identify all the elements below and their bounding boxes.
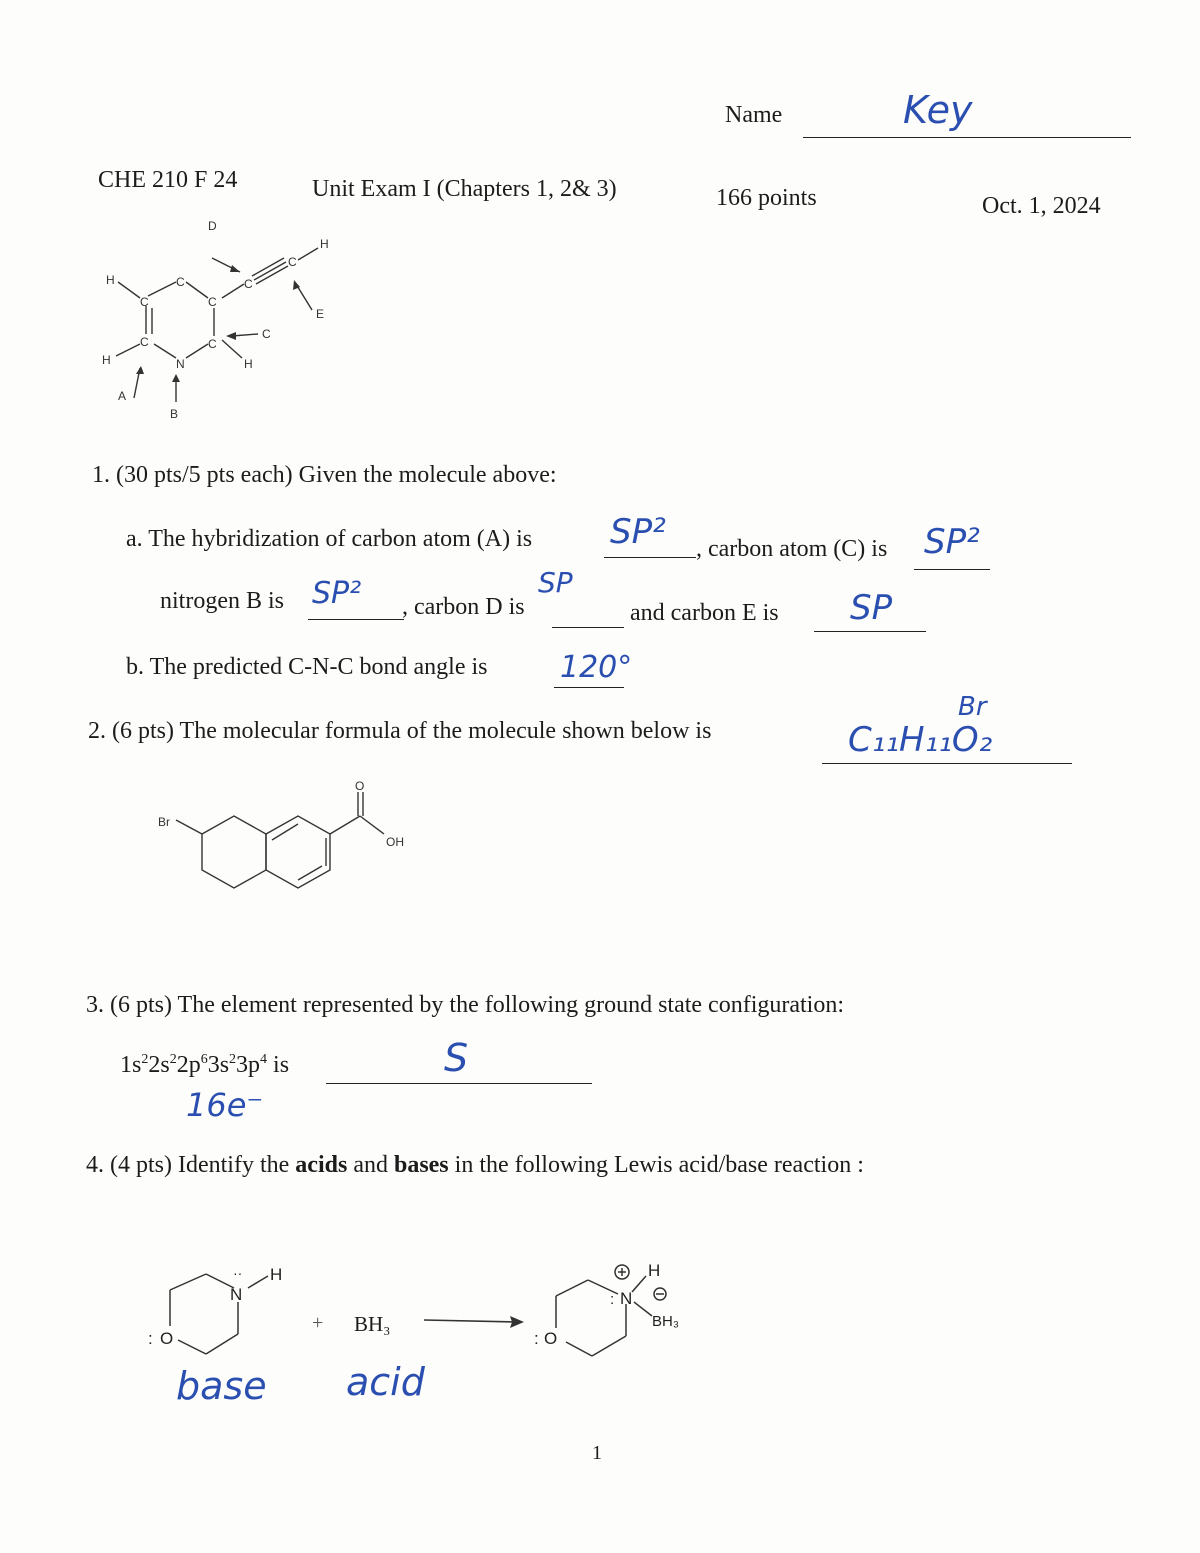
- q2-blank: [822, 762, 1072, 764]
- q1-d-prefix: , carbon D is: [402, 594, 525, 620]
- q4-reactant-n: N: [230, 1285, 243, 1304]
- q4-reactant-o-pair: :: [148, 1329, 153, 1348]
- q4-reactant-lone-pair: ··: [233, 1265, 243, 1281]
- q1-angle-blank: [554, 686, 624, 688]
- atom-c-4: C: [208, 337, 217, 351]
- label-d: D: [208, 219, 217, 233]
- q4-acids: acids: [295, 1152, 348, 1178]
- q1-a-prefix: a. The hybridization of carbon atom (A) is: [126, 526, 533, 552]
- q1-b-blank: [308, 618, 404, 620]
- q1-d-blank: [552, 626, 624, 628]
- q4-reactant-morpholine: [140, 1260, 300, 1370]
- q1-c-blank: [914, 568, 990, 570]
- molecule-1-structure: [0, 210, 360, 430]
- q1-angle-prefix: b. The predicted C-N-C bond angle is: [126, 654, 488, 680]
- atom-h-2: H: [102, 353, 111, 367]
- name-label: Name: [725, 102, 783, 128]
- name-answer: Key: [903, 88, 973, 132]
- atom-c-2: C: [176, 275, 185, 289]
- q4-product-o: O: [544, 1329, 558, 1348]
- course-code: CHE 210 F 24: [98, 167, 238, 193]
- q4-product-bh3: BH₃: [652, 1313, 679, 1330]
- q1-angle-answer: 120°: [560, 650, 633, 685]
- atom-n: N: [176, 357, 185, 371]
- label-b: B: [170, 407, 179, 421]
- atom-br: Br: [158, 815, 170, 829]
- label-a: A: [118, 389, 127, 403]
- q4-reagent: BH₃: [354, 1312, 391, 1336]
- q2-prompt: 2. (6 pts) The molecular formula of the molecule shown below is: [88, 718, 712, 744]
- q4-prompt: [86, 1152, 864, 1179]
- q3-blank: [326, 1082, 592, 1084]
- atom-c-7: C: [288, 255, 297, 269]
- q1-e-blank: [814, 630, 926, 632]
- atom-oh: OH: [386, 835, 404, 849]
- exam-points: 166 points: [716, 185, 817, 211]
- q4-plus: +: [312, 1312, 324, 1334]
- page-number: 1: [592, 1442, 602, 1464]
- q4-prompt-c: in the following Lewis acid/base reaction :: [448, 1152, 864, 1178]
- q4-prompt-a: 4. (4 pts) Identify the: [86, 1152, 296, 1178]
- q4-reaction-arrow: [424, 1312, 534, 1332]
- q1-prompt: 1. (30 pts/5 pts each) Given the molecule above:: [92, 462, 557, 488]
- q4-reactant-h: H: [270, 1265, 283, 1284]
- q1-a-blank: [604, 556, 696, 558]
- q3-note: 16e⁻: [186, 1086, 264, 1124]
- name-line: [803, 136, 1131, 138]
- atom-h-3: H: [244, 357, 253, 371]
- atom-c-5: C: [140, 335, 149, 349]
- q4-product-o-pair: :: [534, 1329, 539, 1348]
- atom-o: O: [355, 779, 365, 793]
- q4-product-n: N: [620, 1289, 633, 1308]
- q4-reactant-o: O: [160, 1329, 174, 1348]
- q4-base-answer: base: [176, 1364, 267, 1408]
- q3-config-suffix: is: [273, 1052, 290, 1078]
- q4-product-h: H: [648, 1261, 661, 1280]
- atom-c-3: C: [208, 295, 217, 309]
- q4-product-lone-pair: :: [610, 1291, 615, 1308]
- q3-config: $1s^22s^22p^63s^23p^4$ is: [120, 1052, 290, 1078]
- q4-acid-answer: acid: [346, 1360, 425, 1404]
- q2-answer: C₁₁H₁₁O₂: [848, 720, 993, 760]
- exam-date: Oct. 1, 2024: [982, 193, 1101, 219]
- q1-c-prefix: , carbon atom (C) is: [696, 536, 888, 562]
- q4-prompt-b: and: [347, 1152, 394, 1178]
- q4-product-adduct: [520, 1256, 720, 1366]
- atom-h-1: H: [106, 273, 115, 287]
- q3-answer: S: [444, 1036, 469, 1080]
- q4-bases: bases: [393, 1152, 449, 1178]
- atom-h-4: H: [320, 237, 329, 251]
- q1-e-prefix: and carbon E is: [630, 600, 779, 626]
- molecule-2-structure: [0, 770, 440, 910]
- q3-prompt: 3. (6 pts) The element represented by the following ground state configuration:: [86, 992, 845, 1018]
- q2-answer-note: Br: [958, 692, 987, 722]
- atom-c-6: C: [244, 277, 253, 291]
- exam-title: Unit Exam I (Chapters 1, 2& 3): [312, 176, 617, 202]
- q1-b-answer: SP²: [312, 576, 362, 611]
- label-c: C: [262, 327, 271, 341]
- q1-a-answer: SP²: [610, 512, 666, 552]
- q1-e-answer: SP: [850, 588, 893, 628]
- q1-b-prefix: nitrogen B is: [160, 588, 284, 614]
- label-e: E: [316, 307, 325, 321]
- q1-c-answer: SP²: [924, 522, 980, 562]
- q3-config-prefix: 1s: [120, 1052, 142, 1078]
- atom-c-1: C: [140, 295, 149, 309]
- q1-d-answer: SP: [538, 566, 573, 599]
